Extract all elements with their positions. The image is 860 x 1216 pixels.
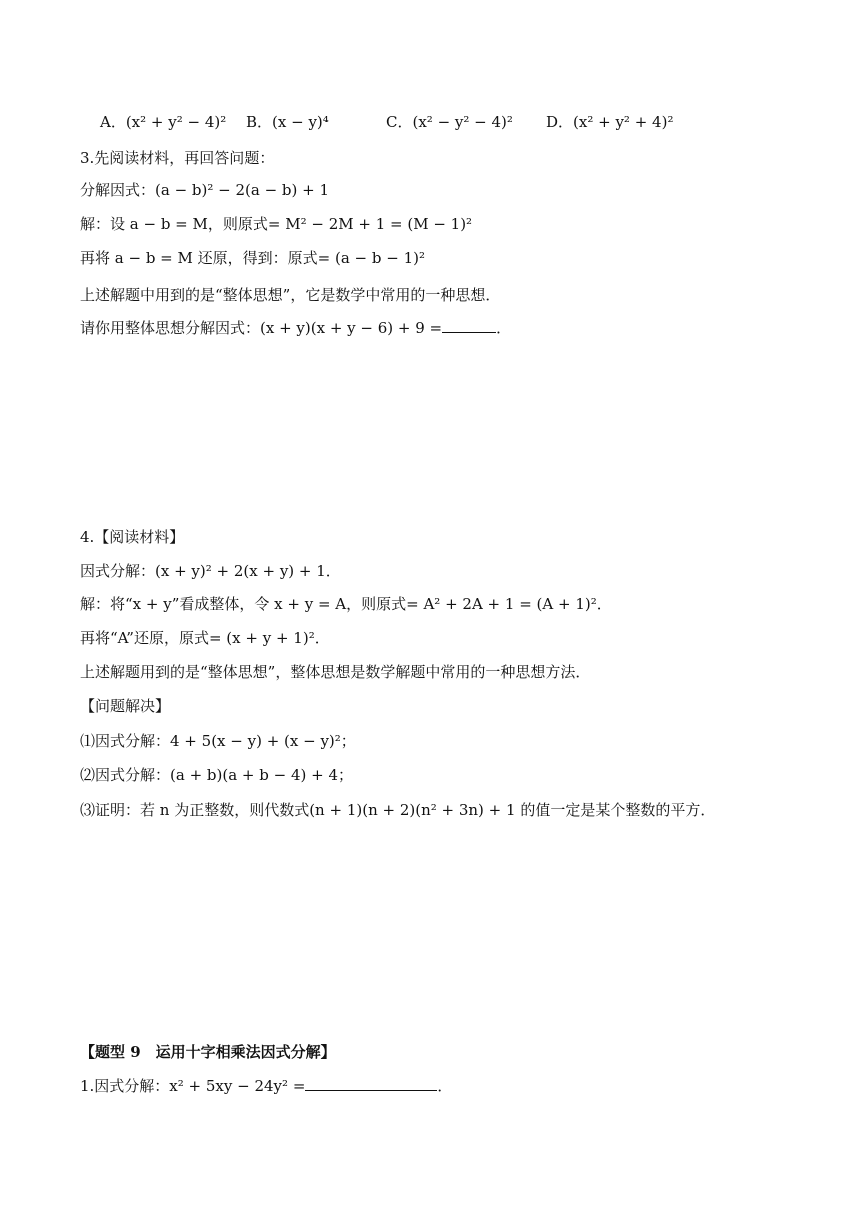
- answer-blank[interactable]: [305, 1076, 437, 1091]
- option-c: C．(x² − y² − 4)²: [386, 113, 513, 131]
- q4-line2: 解：将“x + y”看成整体，令 x + y = A，则原式= A² + 2A + 1 = (A + 1)²．: [80, 595, 612, 613]
- q4-part2: ⑵因式分解：(a + b)(a + b − 4) + 4；: [80, 766, 354, 784]
- type9-q1: [80, 1076, 452, 1096]
- q4-line4: 上述解题用到的是“整体思想”，整体思想是数学解题中常用的一种思想方法．: [80, 663, 591, 681]
- q3-line2: 解：设 a − b = M，则原式= M² − 2M + 1 = (M − 1)²: [80, 215, 473, 233]
- q3-line5: [80, 318, 511, 338]
- q4-part3: ⑶证明：若 n 为正整数，则代数式(n + 1)(n + 2)(n² + 3n) + 1 的值一定是某个整数的平方．: [80, 801, 716, 819]
- q4-title: 4.【阅读材料】: [80, 528, 185, 546]
- option-a: A．(x² + y² − 4)²: [100, 113, 227, 131]
- option-b: B．(x − y)⁴: [246, 113, 329, 131]
- q3-title: 3.先阅读材料，再回答问题：: [80, 149, 275, 167]
- type9-heading: 【题型 9 运用十字相乘法因式分解】: [80, 1043, 336, 1061]
- q4-part1: ⑴因式分解：4 + 5(x − y) + (x − y)²；: [80, 732, 356, 750]
- q4-section: 【问题解决】: [80, 697, 171, 715]
- type9-q1-end: ．: [437, 1077, 453, 1095]
- q4-line1: 因式分解：(x + y)² + 2(x + y) + 1．: [80, 562, 341, 580]
- q3-line1: 分解因式：(a − b)² − 2(a − b) + 1: [80, 181, 330, 199]
- q3-question-text: 请你用整体思想分解因式：(x + y)(x + y − 6) + 9 =: [80, 319, 443, 337]
- q4-line3: 再将“A”还原，原式= (x + y + 1)²．: [80, 629, 330, 647]
- type9-q1-text: 1.因式分解：x² + 5xy − 24y² =: [80, 1077, 306, 1095]
- q3-line4: 上述解题中用到的是“整体思想”，它是数学中常用的一种思想．: [80, 286, 501, 304]
- answer-blank[interactable]: [442, 318, 496, 333]
- q3-line3: 再将 a − b = M 还原，得到：原式= (a − b − 1)²: [80, 249, 426, 267]
- option-d: D．(x² + y² + 4)²: [546, 113, 674, 131]
- q3-question-end: ．: [496, 319, 512, 337]
